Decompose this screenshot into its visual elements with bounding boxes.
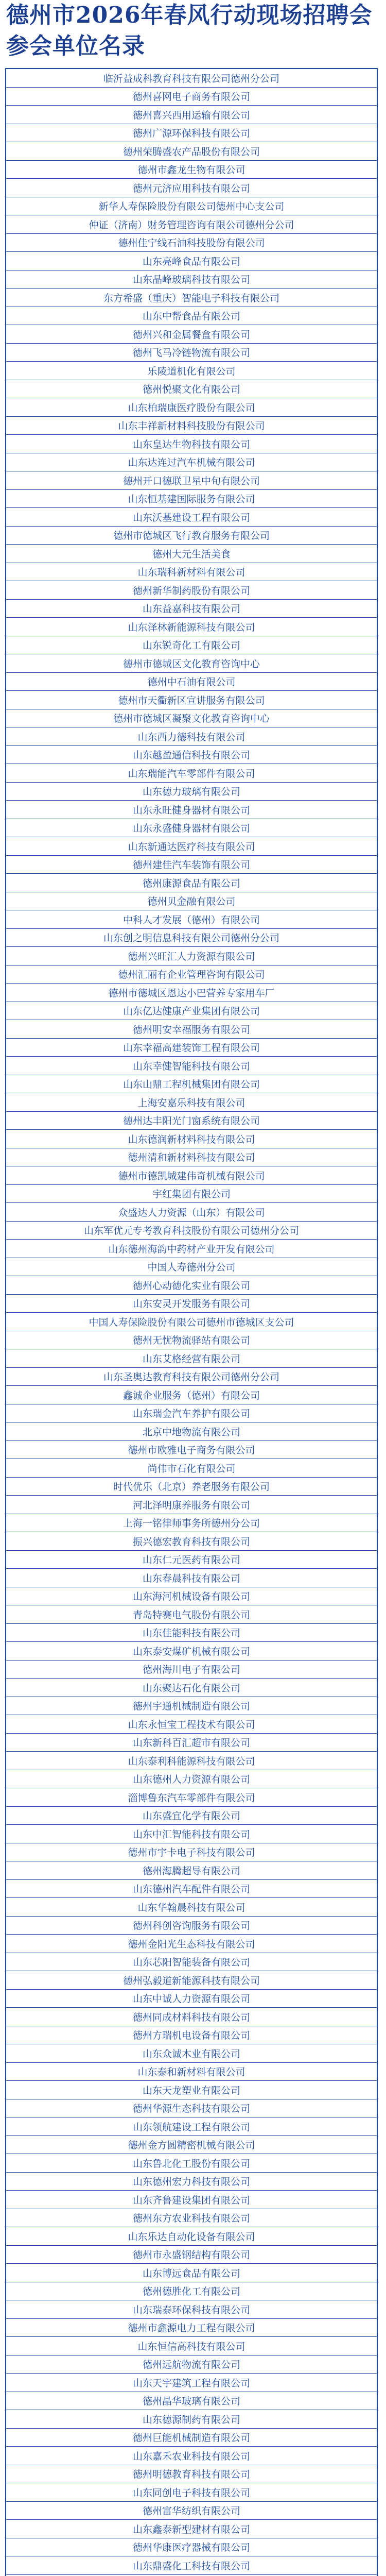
company-row: 山东创之明信息科技有限公司德州分公司 bbox=[6, 929, 377, 947]
company-row: 德州海腾超导有限公司 bbox=[6, 1861, 377, 1880]
company-row: 山东沃基建设工程有限公司 bbox=[6, 508, 377, 527]
company-row: 山东亿达健康产业集团有限公司 bbox=[6, 1002, 377, 1021]
company-row: 山东海河机械设备有限公司 bbox=[6, 1587, 377, 1606]
company-row: 德州康源食品有限公司 bbox=[6, 874, 377, 892]
company-row: 山东仁元医药有限公司 bbox=[6, 1551, 377, 1569]
company-row: 德州明安幸福服务有限公司 bbox=[6, 1020, 377, 1039]
company-row: 德州晶华玻璃有限公司 bbox=[6, 2392, 377, 2411]
company-row: 时代优乐（北京）养老服务有限公司 bbox=[6, 1478, 377, 1496]
company-row: 山东军优元专考教育科技股份有限公司德州分公司 bbox=[6, 1222, 377, 1240]
company-table bbox=[5, 68, 378, 2576]
company-row: 德州海川电子有限公司 bbox=[6, 1660, 377, 1679]
company-row: 德州佳宁线石油科技股份有限公司 bbox=[6, 234, 377, 252]
company-row: 德州元济应用科技有限公司 bbox=[6, 179, 377, 197]
company-row: 山东幸健智能科技有限公司 bbox=[6, 1057, 377, 1075]
company-row: 德州弘毅道新能源科技有限公司 bbox=[6, 1971, 377, 1990]
company-row: 中科人才发展（德州）有限公司 bbox=[6, 910, 377, 929]
company-row: 山东领航建设工程有限公司 bbox=[6, 2117, 377, 2136]
company-row: 山东中汇智能科技有限公司 bbox=[6, 1825, 377, 1843]
company-row: 上海一铭律师事务所德州分公司 bbox=[6, 1514, 377, 1533]
company-row: 德州巨能机械制造有限公司 bbox=[6, 2429, 377, 2447]
company-row: 山东德州宏力科技有限公司 bbox=[6, 2173, 377, 2191]
company-row: 临沂益成科教育科技有限公司德州分公司 bbox=[6, 69, 377, 88]
company-row: 德州汇丽有企业管理咨询有限公司 bbox=[6, 965, 377, 984]
company-row: 山东聚达石化有限公司 bbox=[6, 1679, 377, 1697]
company-row: 山东泰和新材料有限公司 bbox=[6, 2063, 377, 2081]
company-row: 德州市德凯城建伟奇机械有限公司 bbox=[6, 1166, 377, 1185]
company-row: 河北泽明康养服务有限公司 bbox=[6, 1496, 377, 1514]
company-row: 北京中地物流有限公司 bbox=[6, 1422, 377, 1441]
company-row: 仲证（济南）财务管理咨询有限公司德州分公司 bbox=[6, 215, 377, 234]
company-row: 众盛达人力资源（山东）有限公司 bbox=[6, 1203, 377, 1222]
company-row: 山东德源制药有限公司 bbox=[6, 2410, 377, 2429]
company-row: 德州清和新材料科技有限公司 bbox=[6, 1148, 377, 1167]
company-row: 德州飞马冷链物流有限公司 bbox=[6, 344, 377, 362]
page-subtitle: 参会单位名录 bbox=[6, 33, 145, 59]
company-row: 山东新科百汇超市有限公司 bbox=[6, 1734, 377, 1752]
company-row: 山东艾格经营有限公司 bbox=[6, 1349, 377, 1368]
company-row: 山东众诚木业有限公司 bbox=[6, 2044, 377, 2063]
company-row: 山东同创电子科技有限公司 bbox=[6, 2483, 377, 2502]
company-row: 青岛特赛电气股份有限公司 bbox=[6, 1605, 377, 1624]
company-row: 山东西力德科技有限公司 bbox=[6, 727, 377, 746]
company-row: 德州兴和金属餐盒有限公司 bbox=[6, 325, 377, 344]
company-row: 山东鲁北化工股份有限公司 bbox=[6, 2154, 377, 2173]
company-row: 山东圣奥达教育科技有限公司德州分公司 bbox=[6, 1368, 377, 1386]
company-row: 山东德州人力资源有限公司 bbox=[6, 1770, 377, 1789]
company-row: 山东中帮食品有限公司 bbox=[6, 307, 377, 326]
company-row: 德州市德城区恩达小巴营养专家用车厂 bbox=[6, 984, 377, 1002]
company-row: 山东嘉禾农业科技有限公司 bbox=[6, 2447, 377, 2465]
company-row: 中国人寿德州分公司 bbox=[6, 1258, 377, 1277]
company-row: 德州富华纺织有限公司 bbox=[6, 2502, 377, 2520]
company-row: 德州明德教育科技有限公司 bbox=[6, 2465, 377, 2484]
company-row: 德州贝金融有限公司 bbox=[6, 892, 377, 911]
company-row: 德州悦聚文化有限公司 bbox=[6, 380, 377, 399]
company-row: 德州大元生活美食 bbox=[6, 545, 377, 563]
company-row: 山东达连过汽车机械有限公司 bbox=[6, 453, 377, 472]
company-row: 德州开口德联卫星中旬有限公司 bbox=[6, 471, 377, 490]
company-row: 德州中石油有限公司 bbox=[6, 673, 377, 691]
company-row: 山东永旺健身器材有限公司 bbox=[6, 801, 377, 819]
title-block bbox=[0, 0, 386, 67]
company-row: 山东锐奇化工有限公司 bbox=[6, 636, 377, 655]
company-row: 德州华康医疗器械有限公司 bbox=[6, 2538, 377, 2557]
company-row: 山东新通达医疗科技有限公司 bbox=[6, 837, 377, 856]
company-row: 德州科创咨询服务有限公司 bbox=[6, 1917, 377, 1935]
company-row: 德州市宇卡电子科技有限公司 bbox=[6, 1843, 377, 1862]
company-row: 乐陵道机化有限公司 bbox=[6, 362, 377, 380]
company-row: 德州兴旺汇人力资源有限公司 bbox=[6, 947, 377, 965]
company-row: 山东博远食品有限公司 bbox=[6, 2264, 377, 2282]
page-title: 德州市2026年春风行动现场招聘会 bbox=[6, 2, 373, 28]
company-row: 山东瑞科新材料有限公司 bbox=[6, 563, 377, 582]
company-row: 山东山鼎工程机械集团有限公司 bbox=[6, 1075, 377, 1094]
company-row: 德州华源生态科技有限公司 bbox=[6, 2099, 377, 2118]
company-row: 振兴德宏教育科技有限公司 bbox=[6, 1532, 377, 1551]
company-row: 德州市德城区凝聚文化教育咨询中心 bbox=[6, 709, 377, 728]
company-row: 德州德胜化工有限公司 bbox=[6, 2282, 377, 2301]
company-row: 山东瑞金汽车养护有限公司 bbox=[6, 1404, 377, 1423]
company-row: 山东安灵开发服务有限公司 bbox=[6, 1295, 377, 1313]
company-row: 德州市鑫龙生物有限公司 bbox=[6, 161, 377, 179]
company-row: 德州市德城区飞行教育服务有限公司 bbox=[6, 527, 377, 545]
company-row: 德州心动德化实业有限公司 bbox=[6, 1276, 377, 1295]
company-row: 德州宇通机械制造有限公司 bbox=[6, 1697, 377, 1716]
company-row: 德州市德城区文化教育咨询中心 bbox=[6, 654, 377, 673]
company-row: 德州方瑞机电设备有限公司 bbox=[6, 2026, 377, 2045]
company-row: 山东益嘉科技有限公司 bbox=[6, 600, 377, 618]
company-row: 山东皇达生物科技有限公司 bbox=[6, 435, 377, 453]
company-row: 山东亮峰食品有限公司 bbox=[6, 252, 377, 270]
company-row: 山东德州海韵中药材产业开发有限公司 bbox=[6, 1240, 377, 1258]
company-row: 山东华翰晨科技有限公司 bbox=[6, 1898, 377, 1917]
company-row: 山东乐达自动化设备有限公司 bbox=[6, 2227, 377, 2246]
company-row: 山东天宇建筑工程有限公司 bbox=[6, 2374, 377, 2392]
company-row: 山东瑞能汽车零部件有限公司 bbox=[6, 764, 377, 783]
company-row: 山东丰祥新材料科技股份有限公司 bbox=[6, 417, 377, 435]
company-row: 山东幸福高建装饰工程有限公司 bbox=[6, 1039, 377, 1057]
company-row: 山东德州汽车配件有限公司 bbox=[6, 1880, 377, 1899]
company-row: 德州远航物流有限公司 bbox=[6, 2355, 377, 2374]
company-row: 德州市天衢新区宣讲服务有限公司 bbox=[6, 691, 377, 709]
company-row: 山东瑞泰环保科技有限公司 bbox=[6, 2300, 377, 2319]
company-row: 山东芯阳智能装备有限公司 bbox=[6, 1953, 377, 1972]
company-row: 德州荣腾盛农产品股份有限公司 bbox=[6, 142, 377, 161]
company-row: 山东柏瑞康医疗股份有限公司 bbox=[6, 398, 377, 417]
company-row: 山东恒基建国际服务有限公司 bbox=[6, 490, 377, 509]
company-row: 山东泰利科能源科技有限公司 bbox=[6, 1752, 377, 1770]
company-row: 山东佳能科技有限公司 bbox=[6, 1624, 377, 1642]
company-row: 山东恒信高科技有限公司 bbox=[6, 2337, 377, 2355]
company-row: 德州同成材料科技有限公司 bbox=[6, 2008, 377, 2026]
company-row: 德州新华制药股份有限公司 bbox=[6, 581, 377, 600]
company-row: 山东永盛健身器材有限公司 bbox=[6, 819, 377, 838]
company-row: 德州喜网电子商务有限公司 bbox=[6, 88, 377, 106]
company-row: 德州广源环保科技有限公司 bbox=[6, 124, 377, 143]
company-row: 宇红集团有限公司 bbox=[6, 1185, 377, 1204]
company-row: 山东盛宜化学有限公司 bbox=[6, 1807, 377, 1825]
company-row: 山东德力玻璃有限公司 bbox=[6, 783, 377, 801]
company-row: 山东泽林新能源科技有限公司 bbox=[6, 618, 377, 636]
company-row: 山东鑫泰新型建材有限公司 bbox=[6, 2520, 377, 2538]
company-row: 尚伟市石化有限公司 bbox=[6, 1459, 377, 1478]
company-row: 山东永恒宝工程技术有限公司 bbox=[6, 1715, 377, 1734]
company-row: 山东德润新材料科技有限公司 bbox=[6, 1130, 377, 1148]
company-row: 德州金方圆精密机械有限公司 bbox=[6, 2136, 377, 2155]
company-row: 德州市永盛钢结构有限公司 bbox=[6, 2246, 377, 2264]
company-row: 山东中诚人力资源有限公司 bbox=[6, 1990, 377, 2008]
company-row: 中国人寿保险股份有限公司德州市德城区支公司 bbox=[6, 1313, 377, 1331]
company-row: 淄博鲁东汽车零部件有限公司 bbox=[6, 1788, 377, 1807]
company-row: 山东鼎盛化工科技有限公司 bbox=[6, 2556, 377, 2575]
company-row: 德州东方农业科技有限公司 bbox=[6, 2209, 377, 2228]
company-row: 上海安嘉乐科技有限公司 bbox=[6, 1093, 377, 1112]
company-row: 德州建佳汽车装饰有限公司 bbox=[6, 856, 377, 874]
company-row: 德州市鑫源电力工程有限公司 bbox=[6, 2319, 377, 2337]
company-row: 德州金阳光生态科技有限公司 bbox=[6, 1935, 377, 1953]
company-row: 德州达丰阳光门窗系统有限公司 bbox=[6, 1112, 377, 1130]
company-row: 山东越盈通信科技有限公司 bbox=[6, 746, 377, 765]
company-row: 德州无忧物流驿站有限公司 bbox=[6, 1331, 377, 1350]
company-row: 德州市欧雅电子商务有限公司 bbox=[6, 1441, 377, 1460]
company-row: 山东天龙塑业有限公司 bbox=[6, 2081, 377, 2099]
company-row: 德州喜兴西用运输有限公司 bbox=[6, 106, 377, 124]
company-row: 新华人寿保险股份有限公司德州中心支公司 bbox=[6, 197, 377, 216]
company-row: 山东齐鲁建设集团有限公司 bbox=[6, 2191, 377, 2209]
company-row: 山东泰安煤矿机械有限公司 bbox=[6, 1642, 377, 1660]
company-row: 山东春晨科技有限公司 bbox=[6, 1569, 377, 1587]
company-row: 鑫诚企业服务（德州）有限公司 bbox=[6, 1386, 377, 1404]
company-row: 东方希盛（重庆）智能电子科技有限公司 bbox=[6, 289, 377, 307]
company-row: 山东晶峰玻璃科技有限公司 bbox=[6, 270, 377, 289]
